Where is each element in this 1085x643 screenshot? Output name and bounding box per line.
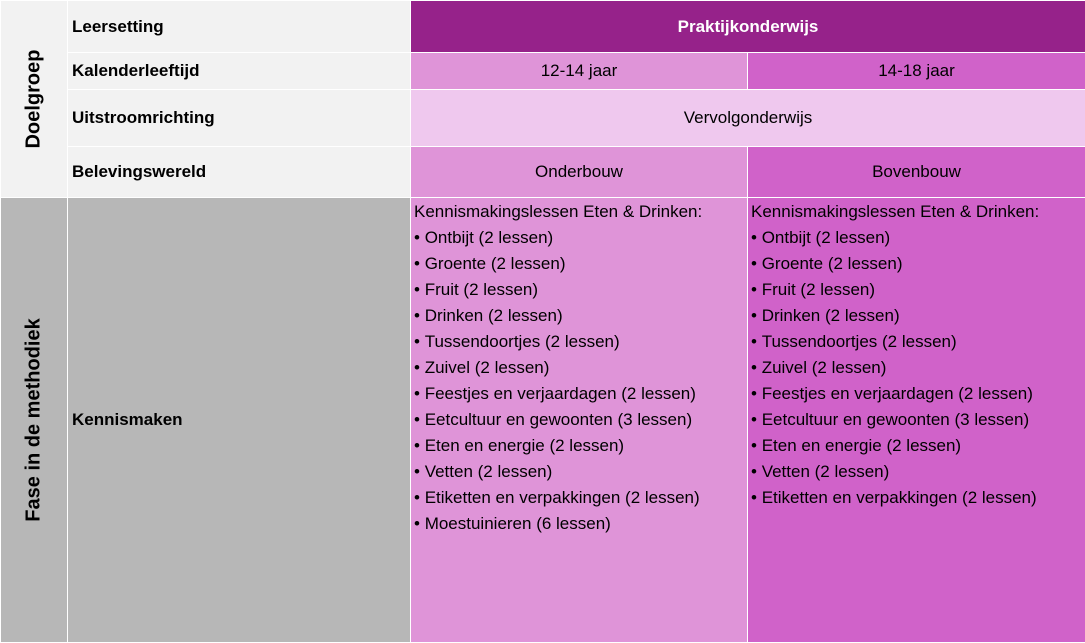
lesson-item: • Tussendoortjes (2 lessen) bbox=[414, 329, 744, 355]
kennismaken-col2-list bbox=[751, 225, 1082, 511]
lesson-item: • Eetcultuur en gewoonten (3 lessen) bbox=[751, 407, 1082, 433]
lesson-item: • Drinken (2 lessen) bbox=[751, 303, 1082, 329]
lesson-item: • Vetten (2 lessen) bbox=[414, 459, 744, 485]
fase-header-text: Fase in de methodiek bbox=[23, 318, 46, 521]
row-kennismaken bbox=[1, 198, 1085, 643]
lesson-item: • Drinken (2 lessen) bbox=[414, 303, 744, 329]
lesson-item: • Etiketten en verpakkingen (2 lessen) bbox=[414, 485, 744, 511]
row-kalenderleeftijd bbox=[1, 53, 1085, 90]
kennismaken-label: Kennismaken bbox=[68, 198, 411, 643]
doelgroep-header-text: Doelgroep bbox=[23, 50, 46, 149]
lesson-item: • Eten en energie (2 lessen) bbox=[751, 433, 1082, 459]
kalenderleeftijd-col2: 14-18 jaar bbox=[748, 53, 1085, 90]
uitstroomrichting-value: Vervolgonderwijs bbox=[411, 90, 1085, 147]
lesson-item: • Etiketten en verpakkingen (2 lessen) bbox=[751, 485, 1082, 511]
belevingswereld-label: Belevingswereld bbox=[68, 147, 411, 198]
kennismaken-col2-heading: Kennismakingslessen Eten & Drinken: bbox=[751, 199, 1082, 225]
leersetting-value: Praktijkonderwijs bbox=[411, 1, 1085, 53]
leersetting-label: Leersetting bbox=[68, 1, 411, 53]
lesson-item: • Fruit (2 lessen) bbox=[414, 277, 744, 303]
lesson-item: • Groente (2 lessen) bbox=[751, 251, 1082, 277]
doelgroep-header bbox=[1, 1, 68, 198]
row-uitstroomrichting bbox=[1, 90, 1085, 147]
lesson-item: • Eetcultuur en gewoonten (3 lessen) bbox=[414, 407, 744, 433]
kalenderleeftijd-col1: 12-14 jaar bbox=[411, 53, 748, 90]
kennismaken-col1-heading: Kennismakingslessen Eten & Drinken: bbox=[414, 199, 744, 225]
belevingswereld-col2: Bovenbouw bbox=[748, 147, 1085, 198]
lesson-item: • Eten en energie (2 lessen) bbox=[414, 433, 744, 459]
lesson-item: • Ontbijt (2 lessen) bbox=[414, 225, 744, 251]
row-belevingswereld bbox=[1, 147, 1085, 198]
kennismaken-col2 bbox=[748, 198, 1085, 643]
lesson-item: • Groente (2 lessen) bbox=[414, 251, 744, 277]
lesson-item: • Feestjes en verjaardagen (2 lessen) bbox=[414, 381, 744, 407]
lesson-item: • Fruit (2 lessen) bbox=[751, 277, 1082, 303]
lesson-item: • Ontbijt (2 lessen) bbox=[751, 225, 1082, 251]
lesson-item: • Zuivel (2 lessen) bbox=[414, 355, 744, 381]
lesson-item: • Feestjes en verjaardagen (2 lessen) bbox=[751, 381, 1082, 407]
kennismaken-col1 bbox=[411, 198, 748, 643]
lesson-item: • Tussendoortjes (2 lessen) bbox=[751, 329, 1082, 355]
kalenderleeftijd-label: Kalenderleeftijd bbox=[68, 53, 411, 90]
kennismaken-col1-list bbox=[414, 225, 744, 537]
belevingswereld-col1: Onderbouw bbox=[411, 147, 748, 198]
lesson-item: • Zuivel (2 lessen) bbox=[751, 355, 1082, 381]
lesson-item: • Moestuinieren (6 lessen) bbox=[414, 511, 744, 537]
row-leersetting bbox=[1, 1, 1085, 53]
fase-header bbox=[1, 198, 68, 643]
uitstroomrichting-label: Uitstroomrichting bbox=[68, 90, 411, 147]
lesson-item: • Vetten (2 lessen) bbox=[751, 459, 1082, 485]
